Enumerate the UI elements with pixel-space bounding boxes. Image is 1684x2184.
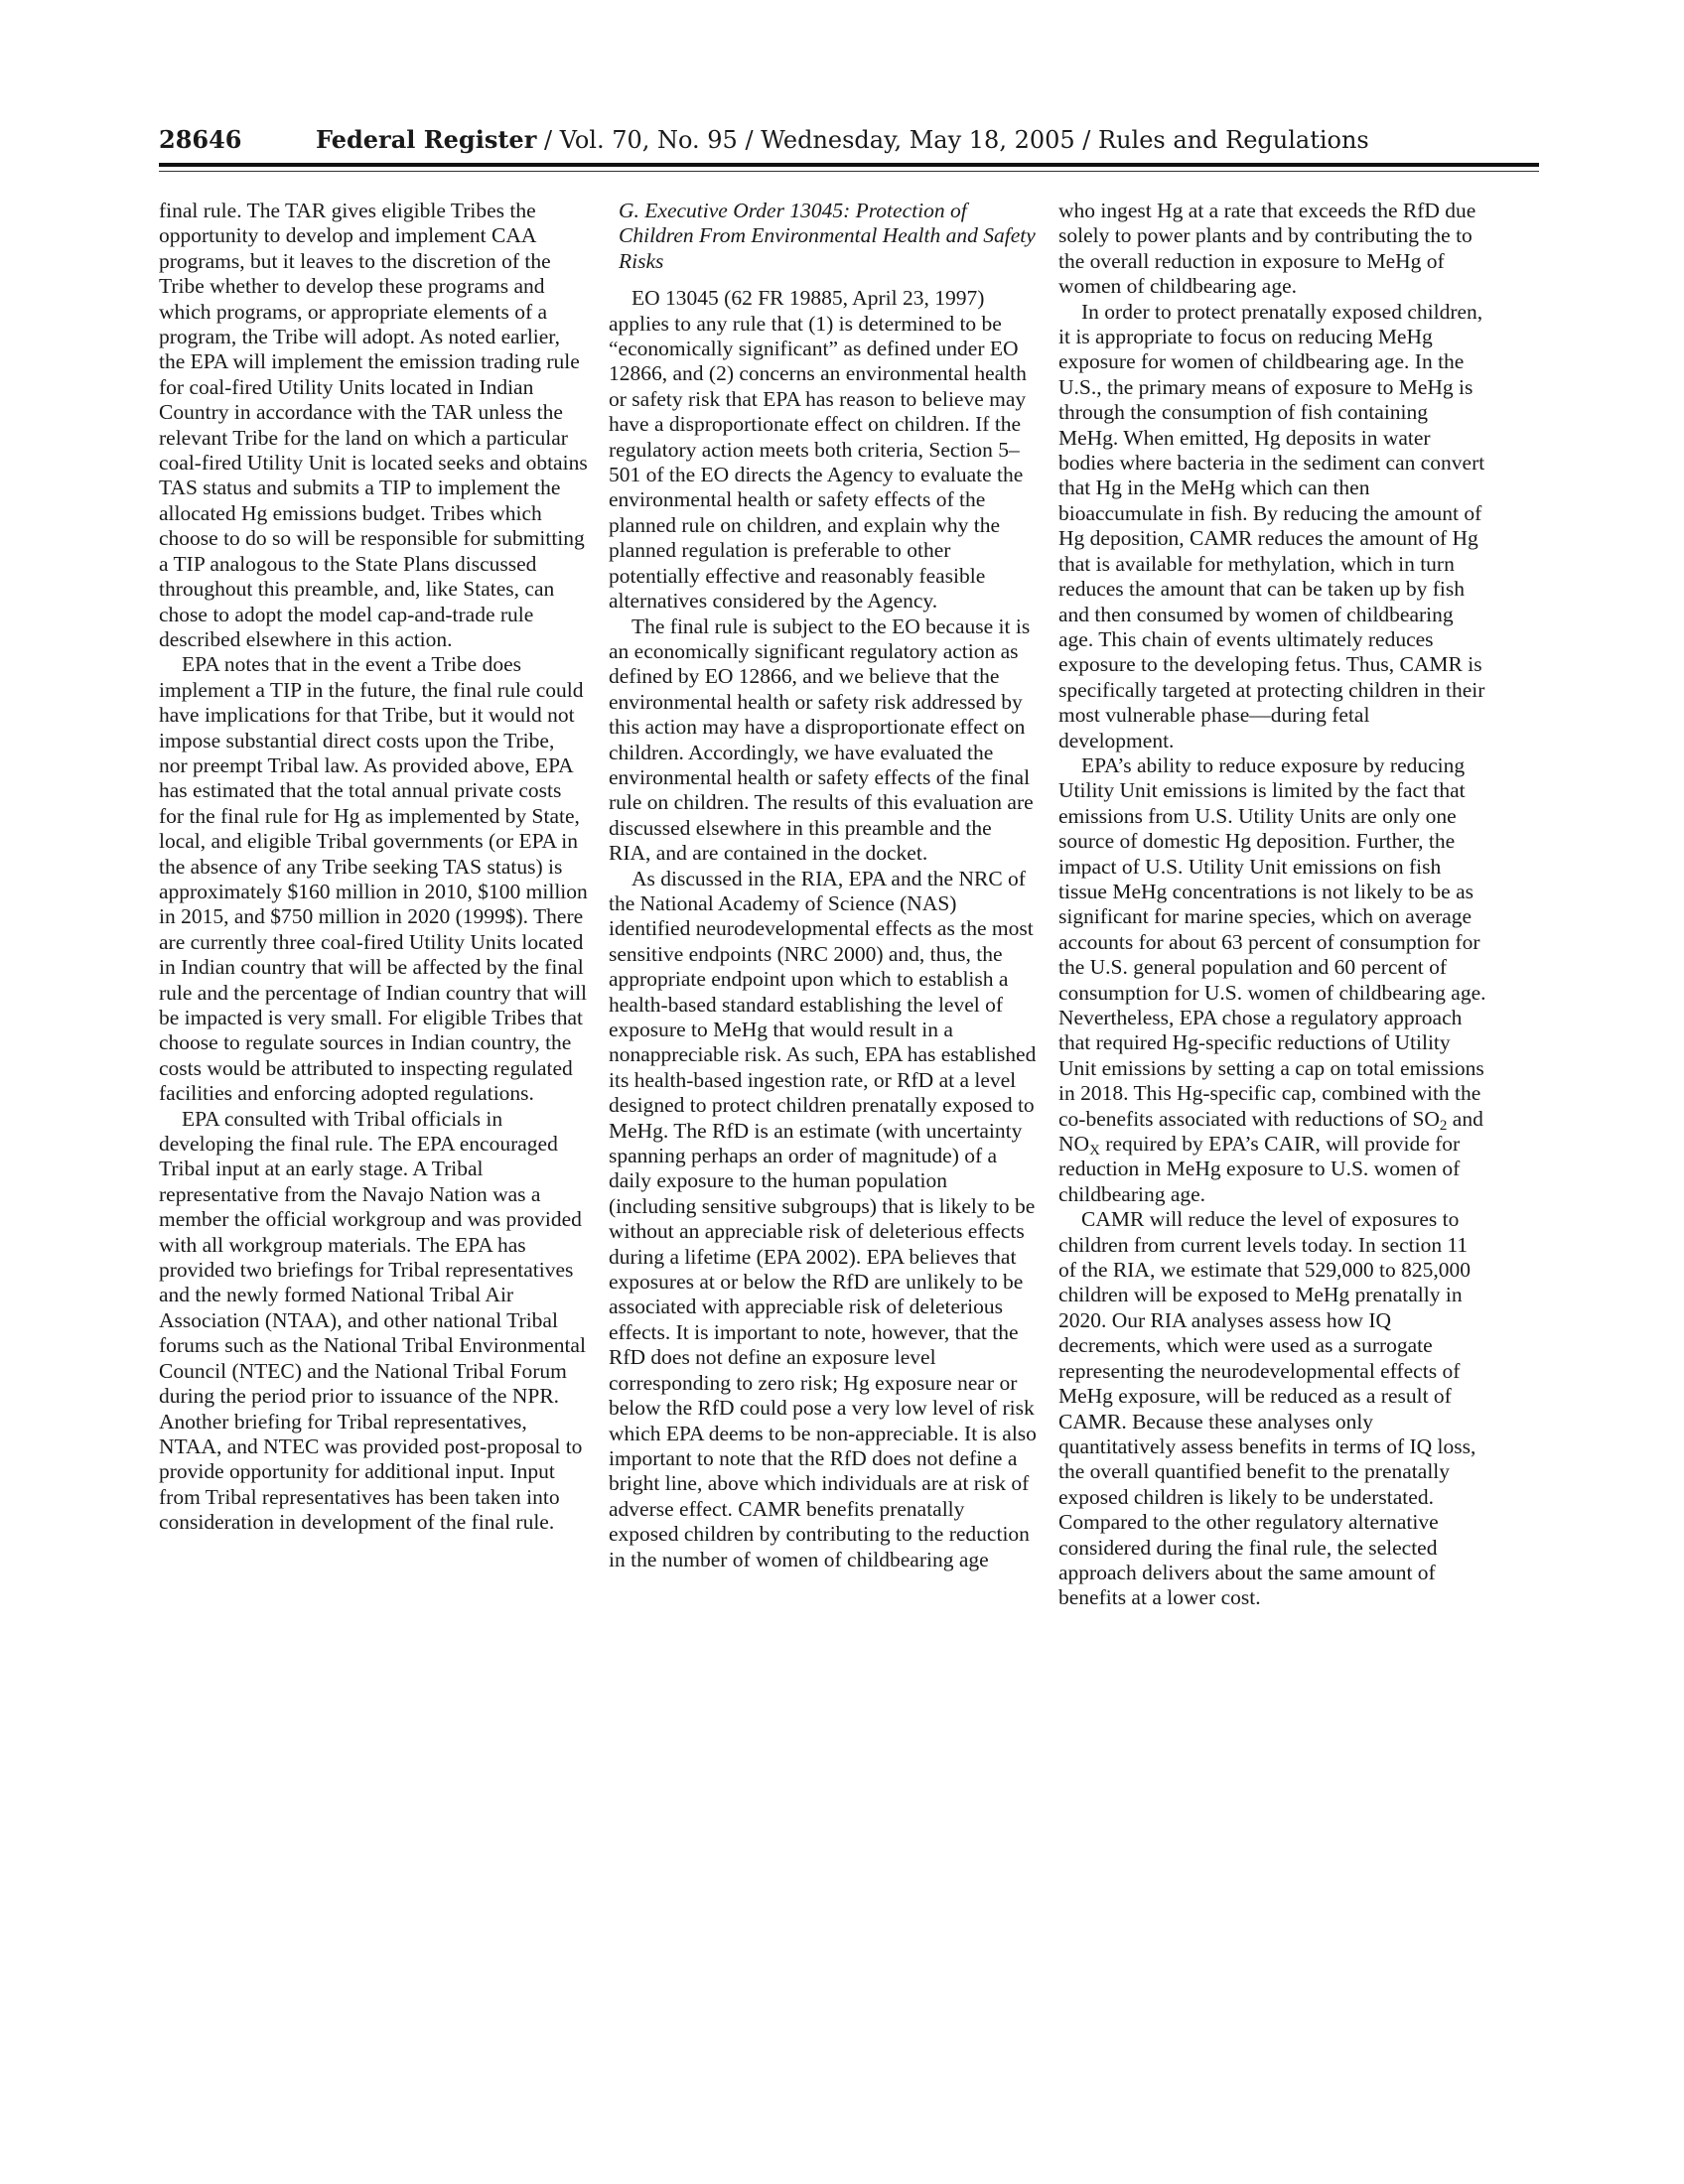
nox-label: and NO — [1058, 1106, 1483, 1157]
paragraph: EPA consulted with Tribal officials in developing the final rule. The EPA encouraged Tribal input at an early stage. A Tribal representative from the Navajo Nation was a member the official workgroup and was provided with all workgroup materials. The EPA has provided two briefings for Tribal representatives and the newly formed National Tribal Air Association (NTAA), and other national Tribal forums such as the National Tribal Environmental Council (NTEC) and the National Tribal Forum during the period prior to issuance of the NPR. Another briefing for Tribal representatives, NTAA, and NTEC was provided post-proposal to provide opportunity for additional input. Input from Tribal representatives has been taken into consideration in development of the final rule. — [159, 1106, 586, 1535]
header-title — [316, 125, 1369, 154]
paragraph: EPA notes that in the event a Tribe does implement a TIP in the future, the final rule could have implications for that Tribe, but it would not impose substantial direct costs upon the Tribe, nor preempt Tribal law. As provided above, EPA has estimated that the total annual private costs for the final rule for Hg as implemented by State, local, and eligible Tribal governments (or EPA in the absence of any Tribe seeking TAS status) is approximately $160 million in 2010, $100 million in 2015, and $750 million in 2020 (1999$). There are currently three coal-fired Utility Units located in Indian country that will be affected by the final rule and the percentage of Indian country that will be impacted is very small. For eligible Tribes that choose to regulate sources in Indian country, the costs would be attributed to inspecting regulated facilities and enforcing adopted regulations. — [159, 652, 588, 1106]
issue-info: / Vol. 70, No. 95 / Wednesday, May 18, 2005 / Rules and Regulations — [536, 126, 1369, 154]
so2-subscript: 2 — [1439, 1117, 1448, 1134]
paragraph-text: EPA’s ability to reduce exposure by reducing Utility Unit emissions is limited by the fact that emissions from U.S. Utility Units are only one source of domestic Hg deposition. Further, the impact of U.S. Utility Unit emissions on fish tissue MeHg concentrations is not likely to be as significant for marine species, which on average accounts for about 63 percent of consumption for the U.S. general population and 60 percent of consumption for U.S. women of childbearing age. Nevertheless, EPA chose a regulatory approach that required Hg-specific reductions of Utility Unit emissions by setting a cap on total emissions in 2018. This Hg-specific cap, combined with the co-benefits associated with reductions of — [1058, 752, 1486, 1131]
paragraph-tail: required by EPA’s CAIR, will provide for reduction in MeHg exposure to U.S. women of childbearing age. — [1058, 1132, 1461, 1206]
publication-name: Federal Register — [316, 125, 537, 154]
paragraph: EO 13045 (62 FR 19885, April 23, 1997) applies to any rule that (1) is determined to be “economically significant” as defined under EO 12866, and (2) concerns an environmental health or safety risk that EPA has reason to believe may have a disproportionate effect on children. If the regulatory action meets both criteria, Section 5–501 of the EO directs the Agency to evaluate the environmental health or safety effects of the planned rule on children, and explain why the planned regulation is preferable to other potentially effective and reasonably feasible alternatives considered by the Agency. — [609, 286, 1027, 614]
paragraph: The final rule is subject to the EO because it is an economically significant regulatory action as defined by EO 12866, and we believe that the environmental health or safety risk addressed by this action may have a disproportionate effect on children. Accordingly, we have evaluated the environmental health or safety effects of the final rule on children. The results of this evaluation are discussed elsewhere in this preamble and the RIA, and are contained in the docket. — [609, 614, 1034, 866]
paragraph: In order to protect prenatally exposed children, it is appropriate to focus on reducing MeHg exposure for women of childbearing age. In the U.S., the primary means of exposure to MeHg is through the consumption of fish containing MeHg. When emitted, Hg deposits in water bodies where bacteria in the sediment can convert that Hg in the MeHg which can then bioaccumulate in fish. By reducing the amount of Hg deposition, CAMR reduces the amount of Hg that is available for methylation, which in turn reduces the amount that can be taken up by fish and then consumed by women of childbearing age. This chain of events ultimately reduces exposure to the developing fetus. Thus, CAMR is specifically targeted at protecting children in their most vulnerable phase—during fetal development. — [1058, 299, 1485, 752]
paragraph: who ingest Hg at a rate that exceeds the RfD due solely to power plants and by contributing the to the overall reduction in exposure to MeHg of women of childbearing age. — [1058, 199, 1476, 299]
paragraph: final rule. The TAR gives eligible Tribes the opportunity to develop and implement CAA programs, but it leaves to the discretion of the Tribe whether to develop these programs and which programs, or appropriate elements of a program, the Tribe will adopt. As noted earlier, the EPA will implement the emission trading rule for coal-fired Utility Units located in Indian Country in accordance with the TAR unless the relevant Tribe for the land on which a particular coal-fired Utility Unit is located seeks and obtains TAS status and submits a TIP to implement the allocated Hg emissions budget. Tribes which choose to do so will be responsible for submitting a TIP analogous to the State Plans discussed throughout this preamble, and, like States, can chose to adopt the model cap-and-trade rule described elsewhere in this action. — [159, 199, 588, 651]
so2-label: SO — [1412, 1106, 1440, 1131]
column-3 — [1058, 199, 1487, 1611]
column-1 — [159, 199, 588, 1536]
header-rule-thin — [159, 171, 1539, 172]
header-rule — [159, 163, 1539, 167]
paragraph — [1058, 753, 1487, 1207]
nox-subscript: X — [1089, 1143, 1100, 1160]
paragraph: CAMR will reduce the level of exposures to children from current levels today. In section 11 of the RIA, we estimate that 529,000 to 825,000 children will be exposed to MeHg prenatally in 2020. Our RIA analyses assess how IQ decrements, which were used as a surrogate representing the neurodevelopmental effects of MeHg exposure, will be reduced as a result of CAMR. Because these analyses only quantitatively assess benefits in terms of IQ loss, the overall quantified benefit to the prenatally exposed children is likely to be understated. Compared to the other regulatory alternative considered during the final rule, the selected approach delivers about the same amount of benefits at a lower cost. — [1058, 1207, 1476, 1610]
column-2 — [609, 199, 1038, 1572]
paragraph: As discussed in the RIA, EPA and the NRC of the National Academy of Science (NAS) identified neurodevelopmental effects as the most sensitive endpoints (NRC 2000) and, thus, the appropriate endpoint upon which to establish a health-based standard establishing the level of exposure to MeHg that would result in a nonappreciable risk. As such, EPA has established its health-based ingestion rate, or RfD at a level designed to protect children prenatally exposed to MeHg. The RfD is an estimate (with uncertainty spanning perhaps an order of magnitude) of a daily exposure to the human population (including sensitive subgroups) that is likely to be without an appreciable risk of deleterious effects during a lifetime (EPA 2002). EPA believes that exposures at or below the RfD are unlikely to be associated with appreciable risk of deleterious effects. It is important to note, however, that the RfD does not define an exposure level corresponding to zero risk; Hg exposure near or below the RfD could pose a very low level of risk which EPA deems to be non-appreciable. It is also important to note that the RfD does not define a bright line, above which individuals are at risk of adverse effect. CAMR benefits prenatally exposed children by contributing to the reduction in the number of women of childbearing age — [609, 866, 1037, 1571]
page-number: 28646 — [159, 125, 242, 154]
page-header — [159, 125, 1539, 165]
section-heading: G. Executive Order 13045: Protection of Children From Environmental Health and Safety Risks — [619, 199, 1036, 273]
